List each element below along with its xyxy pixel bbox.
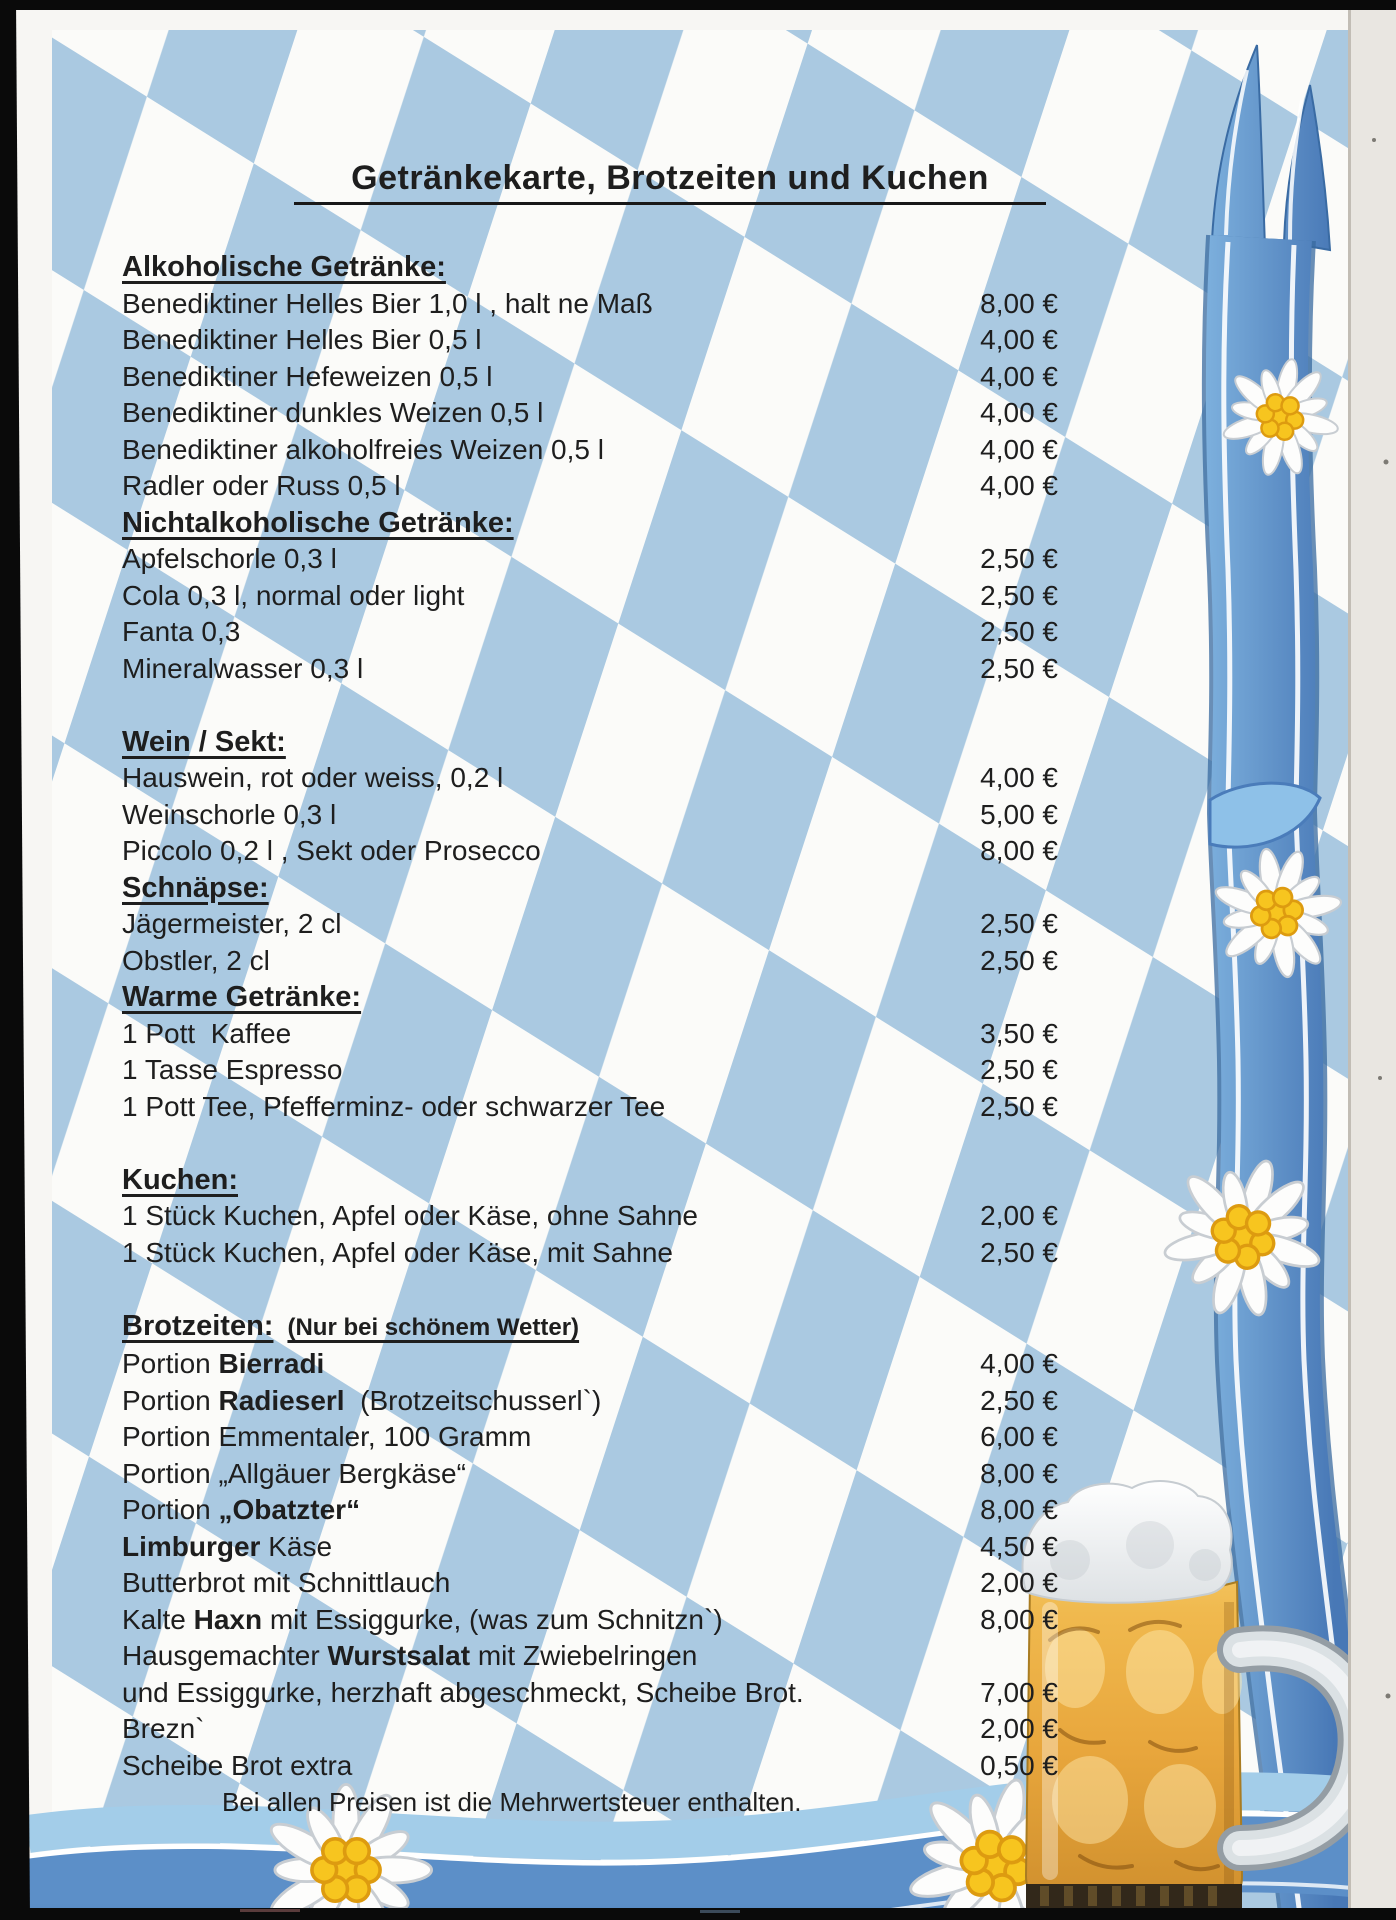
item-name-bold: Radieserl xyxy=(218,1384,345,1416)
menu-item-row xyxy=(122,1529,1058,1566)
menu-item-row xyxy=(122,432,1058,469)
menu-item-row xyxy=(122,1235,1058,1272)
item-name xyxy=(122,1675,908,1712)
item-name-part: Scheibe Brot extra xyxy=(122,1749,353,1781)
menu-item-row xyxy=(122,614,1058,651)
item-name xyxy=(122,1383,908,1420)
menu-item-row xyxy=(122,1748,1058,1785)
menu-section xyxy=(122,724,1058,870)
item-name xyxy=(122,359,908,396)
menu-item-row xyxy=(122,1016,1058,1053)
item-price: 4,00 € xyxy=(980,360,1058,392)
menu-item-row xyxy=(122,1052,1058,1089)
item-name-part: 1 Stück Kuchen, Apfel oder Käse, mit Sahne xyxy=(122,1236,674,1268)
item-price: 8,00 € xyxy=(980,1603,1058,1635)
item-price: 7,00 € xyxy=(980,1676,1058,1708)
item-name xyxy=(122,1492,908,1529)
menu-item-row xyxy=(122,651,1058,688)
section-rows xyxy=(122,760,1058,870)
item-name xyxy=(122,1346,908,1383)
item-name xyxy=(122,1235,908,1272)
item-price: 4,00 € xyxy=(980,1348,1058,1379)
item-name xyxy=(122,833,908,870)
item-name xyxy=(122,541,908,578)
menu-item-row xyxy=(122,322,1058,359)
item-name xyxy=(122,1529,908,1566)
menu-item-row xyxy=(122,1089,1058,1126)
item-price: 2,50 € xyxy=(980,1054,1058,1085)
item-name xyxy=(122,322,908,359)
item-price: 2,50 € xyxy=(980,579,1058,611)
item-name-part: mit Essiggurke, (was zum Schnitzn`) xyxy=(262,1603,723,1635)
menu-item-row xyxy=(122,468,1058,505)
section-rows xyxy=(122,1346,1058,1784)
menu-section xyxy=(122,870,1058,980)
item-name xyxy=(122,797,908,834)
section-rows xyxy=(122,906,1058,979)
section-title-text: Brotzeiten: xyxy=(122,1309,274,1342)
item-name-part: Kalte xyxy=(122,1603,194,1635)
item-name xyxy=(122,906,908,943)
item-name-part: Benediktiner dunkles Weizen 0,5 l xyxy=(122,397,544,428)
item-name-bold: Bierradi xyxy=(218,1348,325,1379)
item-name xyxy=(122,1602,908,1639)
item-price: 4,00 € xyxy=(980,397,1058,428)
item-price: 2,50 € xyxy=(980,652,1058,684)
section-title xyxy=(122,505,1058,542)
item-name-part: Portion xyxy=(122,1348,219,1379)
item-price: 4,00 € xyxy=(980,433,1058,465)
item-name-part: Cola 0,3 l, normal oder light xyxy=(122,579,465,611)
item-name-part: Portion xyxy=(122,1494,219,1525)
item-price: 6,00 € xyxy=(980,1421,1058,1452)
item-price: 4,00 € xyxy=(980,324,1058,355)
menu-item-row xyxy=(122,833,1058,870)
section-title-text: Schnäpse: xyxy=(122,871,269,904)
menu-item-row xyxy=(122,578,1058,615)
item-price: 2,50 € xyxy=(980,1236,1058,1268)
item-name-part: 1 Stück Kuchen, Apfel oder Käse, ohne Sahne xyxy=(122,1200,698,1231)
page-title: Getränkekarte, Brotzeiten und Kuchen xyxy=(294,156,1046,205)
item-price: 2,50 € xyxy=(980,944,1058,976)
menu-item-row xyxy=(122,541,1058,578)
menu-item-row xyxy=(122,359,1058,396)
menu-item-row xyxy=(122,1638,1058,1675)
menu-item-row xyxy=(122,1492,1058,1529)
item-name-part: Brezn` xyxy=(122,1713,205,1744)
section-rows xyxy=(122,1198,1058,1271)
item-price: 0,50 € xyxy=(980,1749,1058,1781)
item-name xyxy=(122,1052,908,1089)
item-name-part: Mineralwasser 0,3 l xyxy=(122,652,364,684)
menu-item-row xyxy=(122,906,1058,943)
menu-item-row xyxy=(122,1346,1058,1383)
item-name-part: (Brotzeitschusserl`) xyxy=(344,1384,602,1416)
item-price: 2,50 € xyxy=(980,616,1058,647)
item-name-part: Jägermeister, 2 cl xyxy=(122,908,342,939)
menu-item-row xyxy=(122,760,1058,797)
item-name-part: Hausgemachter xyxy=(122,1640,328,1671)
item-name-part: mit Zwiebelringen xyxy=(470,1640,698,1671)
menu-sections xyxy=(122,249,1058,1784)
section-title xyxy=(122,1162,1058,1199)
item-price: 2,50 € xyxy=(980,1384,1058,1416)
item-name xyxy=(122,1089,908,1126)
item-name-part: Weinschorle 0,3 l xyxy=(122,798,337,830)
item-name xyxy=(122,468,908,505)
item-name xyxy=(122,432,908,469)
menu-section xyxy=(122,979,1058,1125)
item-price: 4,50 € xyxy=(980,1530,1058,1562)
item-name-part: Käse xyxy=(260,1530,333,1562)
item-price: 2,50 € xyxy=(980,543,1058,574)
menu-section xyxy=(122,1162,1058,1272)
menu-item-row xyxy=(122,1602,1058,1639)
menu-item-row xyxy=(122,1565,1058,1602)
menu-item-row xyxy=(122,1419,1058,1456)
section-rows xyxy=(122,286,1058,505)
section-title xyxy=(122,249,1058,286)
item-price: 4,00 € xyxy=(980,470,1058,501)
item-price: 8,00 € xyxy=(980,287,1058,319)
section-title xyxy=(122,870,1058,907)
item-name-part: Benediktiner alkoholfreies Weizen 0,5 l xyxy=(122,433,604,465)
menu-item-row xyxy=(122,1675,1058,1712)
item-name xyxy=(122,395,908,432)
section-title xyxy=(122,1308,1058,1347)
tax-note: Bei allen Preisen ist die Mehrwertsteuer enthalten. xyxy=(222,1787,802,1817)
menu-item-row xyxy=(122,286,1058,323)
item-name xyxy=(122,1198,908,1235)
item-name xyxy=(122,1456,908,1493)
item-name-part: 1 Tasse Espresso xyxy=(122,1054,343,1085)
item-name xyxy=(122,1419,908,1456)
item-price: 5,00 € xyxy=(980,798,1058,830)
item-name xyxy=(122,1016,908,1053)
item-name-part: Benediktiner Helles Bier 0,5 l xyxy=(122,324,482,355)
item-name-part: Apfelschorle 0,3 l xyxy=(122,543,337,574)
item-name-bold: Limburger xyxy=(122,1530,261,1562)
item-name-bold: Haxn xyxy=(193,1603,263,1635)
menu-section xyxy=(122,1308,1058,1785)
item-name-part: Benediktiner Helles Bier 1,0 l , halt ne Maß xyxy=(122,287,653,319)
section-rows xyxy=(122,1016,1058,1126)
menu-item-row xyxy=(122,1198,1058,1235)
item-name-part: Fanta 0,3 xyxy=(122,616,241,647)
item-name xyxy=(122,1711,908,1748)
item-name-part: Portion Emmentaler, 100 Gramm xyxy=(122,1421,532,1452)
section-rows xyxy=(122,541,1058,687)
item-name xyxy=(122,286,908,323)
item-price: 2,50 € xyxy=(980,1090,1058,1122)
menu-section xyxy=(122,505,1058,688)
menu-item-row xyxy=(122,943,1058,980)
item-name xyxy=(122,1565,908,1602)
section-title xyxy=(122,724,1058,761)
item-name xyxy=(122,760,908,797)
item-price: 3,50 € xyxy=(980,1017,1058,1049)
menu-item-row xyxy=(122,1456,1058,1493)
item-name-part: Portion „Allgäuer Bergkäse“ xyxy=(122,1457,466,1489)
item-name-part: und Essiggurke, herzhaft abgeschmeckt, Scheibe Brot. xyxy=(122,1676,804,1708)
menu-content xyxy=(122,156,1058,1821)
section-title-text: Nichtalkoholische Getränke: xyxy=(122,506,514,539)
item-name xyxy=(122,1748,908,1785)
item-price xyxy=(908,1638,1058,1675)
menu-item-row xyxy=(122,797,1058,834)
item-name xyxy=(122,578,908,615)
menu-item-row xyxy=(122,1711,1058,1748)
menu-section xyxy=(122,249,1058,505)
item-price: 8,00 € xyxy=(980,1457,1058,1489)
menu-item-row xyxy=(122,1383,1058,1420)
item-price: 8,00 € xyxy=(980,1494,1058,1525)
item-price: 2,00 € xyxy=(980,1200,1058,1231)
item-name-part: Piccolo 0,2 l , Sekt oder Prosecco xyxy=(122,835,541,866)
menu-item-row xyxy=(122,395,1058,432)
item-price: 2,00 € xyxy=(980,1567,1058,1598)
item-price: 2,00 € xyxy=(980,1713,1058,1744)
item-name xyxy=(122,651,908,688)
item-name xyxy=(122,1638,908,1675)
section-title-text: Warme Getränke: xyxy=(122,981,362,1013)
item-name-part: Radler oder Russ 0,5 l xyxy=(122,470,401,501)
item-name xyxy=(122,614,908,651)
item-name-part: 1 Pott Tee, Pfefferminz- oder schwarzer Tee xyxy=(122,1090,666,1122)
item-name xyxy=(122,943,908,980)
item-name-part: Portion xyxy=(122,1384,219,1416)
item-name-bold: „Obatzter“ xyxy=(218,1494,361,1525)
item-name-part: Butterbrot mit Schnittlauch xyxy=(122,1567,451,1598)
section-title xyxy=(122,979,1058,1016)
item-price: 4,00 € xyxy=(980,762,1058,793)
item-price: 8,00 € xyxy=(980,835,1058,866)
item-name-bold: Wurstsalat xyxy=(327,1640,471,1671)
section-title-text: Kuchen: xyxy=(122,1163,238,1196)
item-name-part: Obstler, 2 cl xyxy=(122,944,270,976)
item-name-part: Benediktiner Hefeweizen 0,5 l xyxy=(122,360,493,392)
item-price: 2,50 € xyxy=(980,908,1058,939)
item-name-part: Hauswein, rot oder weiss, 0,2 l xyxy=(122,762,504,793)
section-title-suffix: (Nur bei schönem Wetter) xyxy=(287,1313,580,1341)
item-name-part: 1 Pott Kaffee xyxy=(122,1017,292,1049)
section-title-text: Alkoholische Getränke: xyxy=(122,251,446,283)
section-title-text: Wein / Sekt: xyxy=(122,725,286,758)
